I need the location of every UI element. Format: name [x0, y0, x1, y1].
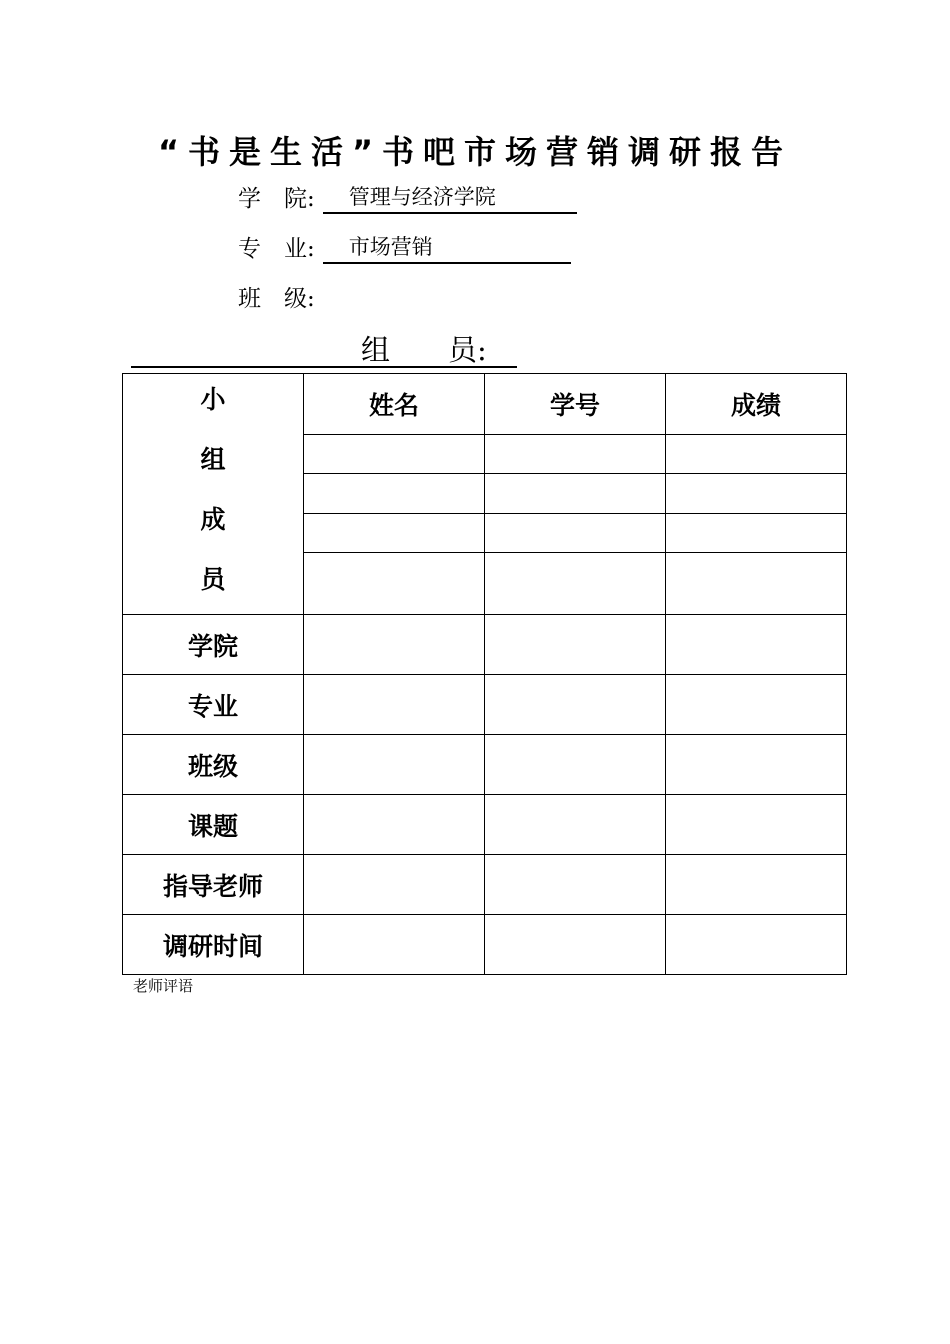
group-label-char: 小: [200, 385, 226, 414]
header-student-id: 学号: [485, 374, 666, 435]
document-title: “书是生活”书吧市场营销调研报告: [157, 133, 793, 171]
row-label-research-time: 调研时间: [123, 915, 304, 975]
field-major-value: 市场营销: [323, 232, 571, 264]
table-row: [123, 915, 847, 975]
header-grade: 成绩: [666, 374, 847, 435]
member-name-cell[interactable]: [304, 474, 485, 513]
info-cell[interactable]: [666, 615, 847, 675]
table-header-row: [123, 374, 847, 435]
row-label-major: 专业: [123, 675, 304, 735]
table-row: [123, 735, 847, 795]
member-grade-cell[interactable]: [666, 474, 847, 513]
table-row: [123, 615, 847, 675]
member-grade-cell[interactable]: [666, 513, 847, 552]
row-label-class: 班级: [123, 735, 304, 795]
info-cell[interactable]: [304, 795, 485, 855]
info-cell[interactable]: [666, 735, 847, 795]
group-label-char: 员: [200, 565, 226, 594]
field-college-label: 学 院:: [238, 186, 315, 212]
member-id-cell[interactable]: [485, 553, 666, 615]
group-members-label-cell: [123, 374, 304, 615]
group-info-table: [122, 373, 847, 975]
member-name-cell[interactable]: [304, 434, 485, 473]
row-label-advisor: 指导老师: [123, 855, 304, 915]
field-class-label: 班 级:: [238, 286, 315, 312]
member-name-cell[interactable]: [304, 553, 485, 615]
row-label-topic: 课题: [123, 795, 304, 855]
info-cell[interactable]: [485, 795, 666, 855]
members-heading: [131, 328, 517, 368]
info-cell[interactable]: [304, 855, 485, 915]
info-cell[interactable]: [666, 675, 847, 735]
info-cell[interactable]: [666, 915, 847, 975]
info-cell[interactable]: [485, 915, 666, 975]
info-cell[interactable]: [485, 675, 666, 735]
member-grade-cell[interactable]: [666, 434, 847, 473]
table-row: [123, 855, 847, 915]
info-cell[interactable]: [666, 855, 847, 915]
field-major-label: 专 业:: [238, 236, 315, 262]
info-cell[interactable]: [304, 735, 485, 795]
info-cell[interactable]: [485, 615, 666, 675]
group-label-char: 成: [200, 505, 226, 534]
member-name-cell[interactable]: [304, 513, 485, 552]
info-cell[interactable]: [485, 735, 666, 795]
info-cell[interactable]: [304, 675, 485, 735]
members-heading-label: 组 员:: [361, 333, 487, 367]
member-id-cell[interactable]: [485, 513, 666, 552]
info-cell[interactable]: [666, 795, 847, 855]
field-class: [238, 282, 315, 316]
row-label-college: 学院: [123, 615, 304, 675]
group-label-char: 组: [200, 445, 226, 474]
field-major: [238, 232, 571, 266]
table-row: [123, 675, 847, 735]
teacher-comments-label: 老师评语: [133, 977, 194, 995]
info-cell[interactable]: [485, 855, 666, 915]
info-cell[interactable]: [304, 615, 485, 675]
field-college-value: 管理与经济学院: [323, 182, 577, 214]
member-id-cell[interactable]: [485, 474, 666, 513]
info-cell[interactable]: [304, 915, 485, 975]
table-row: [123, 795, 847, 855]
header-name: 姓名: [304, 374, 485, 435]
field-college: [238, 182, 577, 216]
member-grade-cell[interactable]: [666, 553, 847, 615]
member-id-cell[interactable]: [485, 434, 666, 473]
